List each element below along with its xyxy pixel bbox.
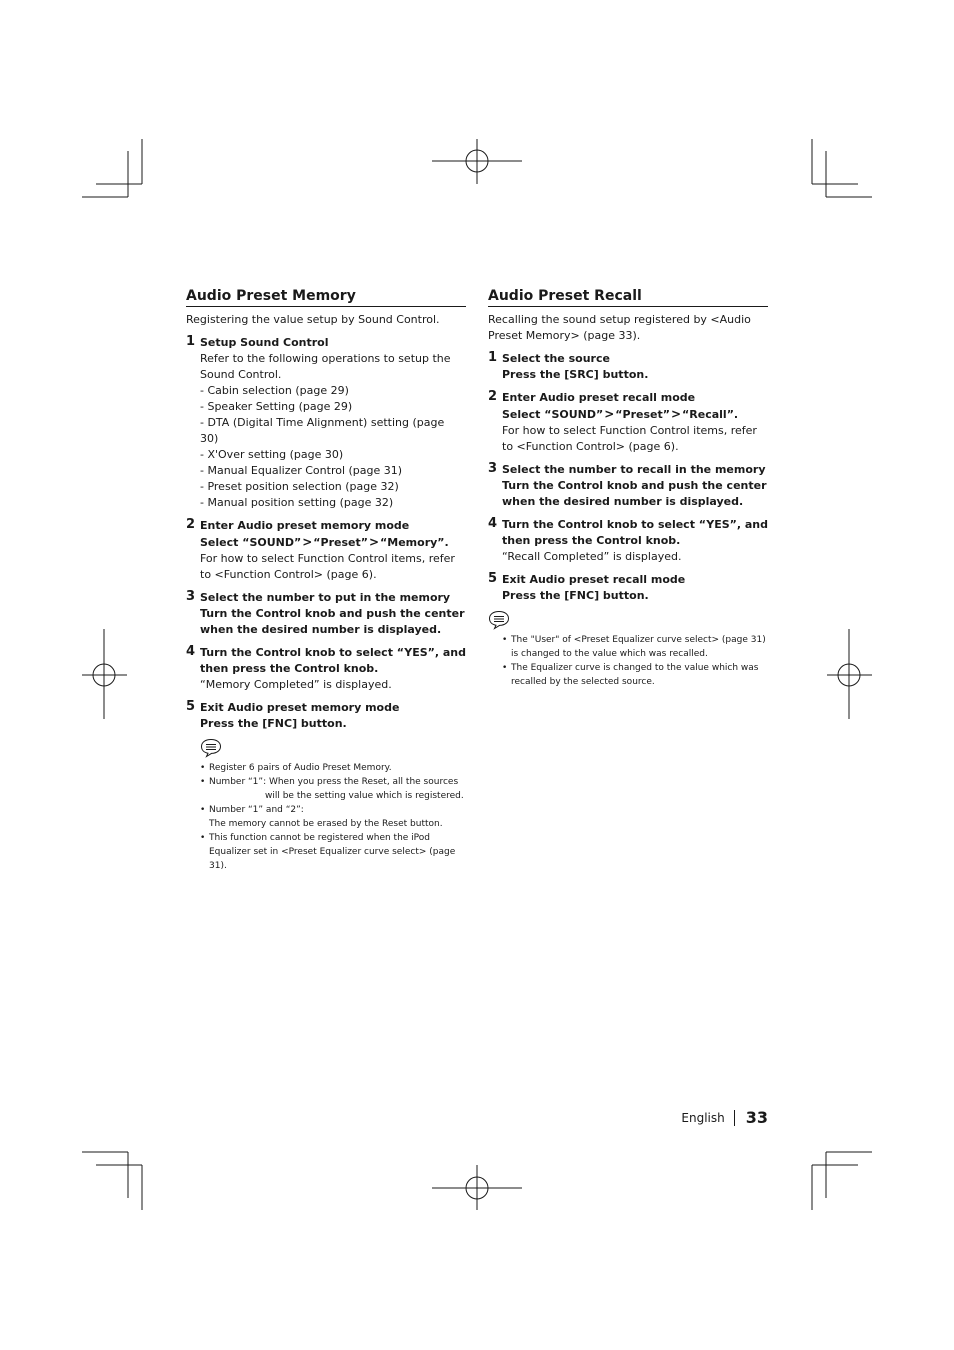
chevron-right-icon: > (368, 535, 380, 549)
step-number: 2 (186, 517, 196, 532)
step-action: Press the [FNC] button. (200, 717, 347, 730)
step-number: 5 (488, 571, 498, 586)
chevron-right-icon: > (604, 407, 615, 421)
step-number: 3 (488, 461, 498, 476)
step-number: 3 (186, 589, 196, 604)
footer-divider (734, 1110, 735, 1126)
note-item: • Register 6 pairs of Audio Preset Memory. (200, 761, 466, 775)
step-action: Press the [FNC] button. (502, 589, 649, 602)
step-body: “Memory Completed” is displayed. (200, 678, 392, 691)
step-2 (488, 390, 768, 455)
step-action: Press the [SRC] button. (502, 368, 649, 381)
note-line: will be the setting value which is registered. (265, 791, 464, 801)
step-number: 1 (488, 350, 498, 365)
note-line: • Number “1” and “2”: (209, 805, 304, 815)
step-4 (186, 645, 466, 693)
step-body: For how to select Function Control items, refer to <Function Control> (page 6). (200, 552, 455, 581)
step-5 (488, 572, 768, 604)
step-5 (186, 700, 466, 732)
step-4 (488, 517, 768, 565)
section-title: Audio Preset Memory (186, 287, 466, 307)
step-title: Select the number to recall in the memory (502, 463, 766, 476)
menu-path-part: “Recall”. (682, 408, 739, 421)
step-number: 4 (488, 516, 498, 531)
step-action: Turn the Control knob and push the center when the desired number is displayed. (200, 607, 465, 636)
note-item (200, 803, 466, 831)
step-1 (186, 335, 466, 511)
section-intro: Registering the value setup by Sound Control. (186, 313, 440, 326)
menu-path-part: Select “SOUND” (200, 536, 302, 549)
step-title: Setup Sound Control (200, 336, 329, 349)
step-number: 2 (488, 389, 498, 404)
menu-path (200, 534, 466, 551)
list-item: - Speaker Setting (page 29) (200, 400, 353, 413)
section-intro: Recalling the sound setup registered by <Audio Preset Memory> (page 33). (488, 313, 751, 342)
language-label: English (681, 1110, 725, 1125)
section-title: Audio Preset Recall (488, 287, 768, 307)
step-body: Refer to the following operations to setup the Sound Control. (200, 352, 451, 381)
step-action: Turn the Control knob and push the center when the desired number is displayed. (502, 479, 767, 508)
step-number: 1 (186, 334, 196, 349)
step-1 (488, 351, 768, 383)
step-title: Exit Audio preset memory mode (200, 701, 400, 714)
list-item: - Cabin selection (page 29) (200, 384, 349, 397)
list-item: - Manual Equalizer Control (page 31) (200, 464, 403, 477)
menu-path-part: Select “SOUND” (502, 408, 604, 421)
menu-path-part: “Preset” (615, 408, 670, 421)
step-3 (186, 590, 466, 638)
step-title: Select the source (502, 352, 610, 365)
step-title: Enter Audio preset memory mode (200, 519, 410, 532)
step-body: For how to select Function Control items, refer to <Function Control> (page 6). (502, 424, 757, 453)
step-title: Turn the Control knob to select “YES”, and then press the Control knob. (502, 518, 768, 547)
step-title: Enter Audio preset recall mode (502, 391, 696, 404)
page-number: 33 (745, 1108, 768, 1127)
note-icon (200, 738, 222, 758)
notes-list (200, 761, 466, 873)
list-item: - X'Over setting (page 30) (200, 448, 344, 461)
audio-preset-recall-section (488, 287, 768, 689)
list-item: - Preset position selection (page 32) (200, 480, 399, 493)
note-item: • The "User" of <Preset Equalizer curve select> (page 31) is changed to the value which was recalled. (502, 633, 768, 661)
step-number: 4 (186, 644, 196, 659)
step-2 (186, 518, 466, 583)
chevron-right-icon: > (302, 535, 313, 549)
note-line: • Number “1”: When you press the Reset, all the sources (209, 777, 459, 787)
chevron-right-icon: > (670, 407, 682, 421)
step-title: Turn the Control knob to select “YES”, and then press the Control knob. (200, 646, 466, 675)
audio-preset-memory-section (186, 287, 466, 873)
note-item (200, 775, 466, 803)
menu-path (502, 406, 768, 423)
step-body: “Recall Completed” is displayed. (502, 550, 682, 563)
step-number: 5 (186, 699, 196, 714)
note-item: • This function cannot be registered when the iPod Equalizer set in <Preset Equalizer curve select> (page 31). (200, 831, 466, 873)
list-item: - Manual position setting (page 32) (200, 496, 394, 509)
notes-list (502, 633, 768, 689)
step-3 (488, 462, 768, 510)
step-title: Select the number to put in the memory (200, 591, 451, 604)
page-footer (681, 1108, 768, 1127)
note-icon (488, 610, 510, 630)
menu-path-part: “Preset” (313, 536, 368, 549)
note-line: The memory cannot be erased by the Reset button. (209, 819, 443, 829)
note-item: • The Equalizer curve is changed to the value which was recalled by the selected source. (502, 661, 768, 689)
step-title: Exit Audio preset recall mode (502, 573, 686, 586)
list-item: - DTA (Digital Time Alignment) setting (page 30) (200, 416, 445, 445)
menu-path-part: “Memory”. (380, 536, 449, 549)
